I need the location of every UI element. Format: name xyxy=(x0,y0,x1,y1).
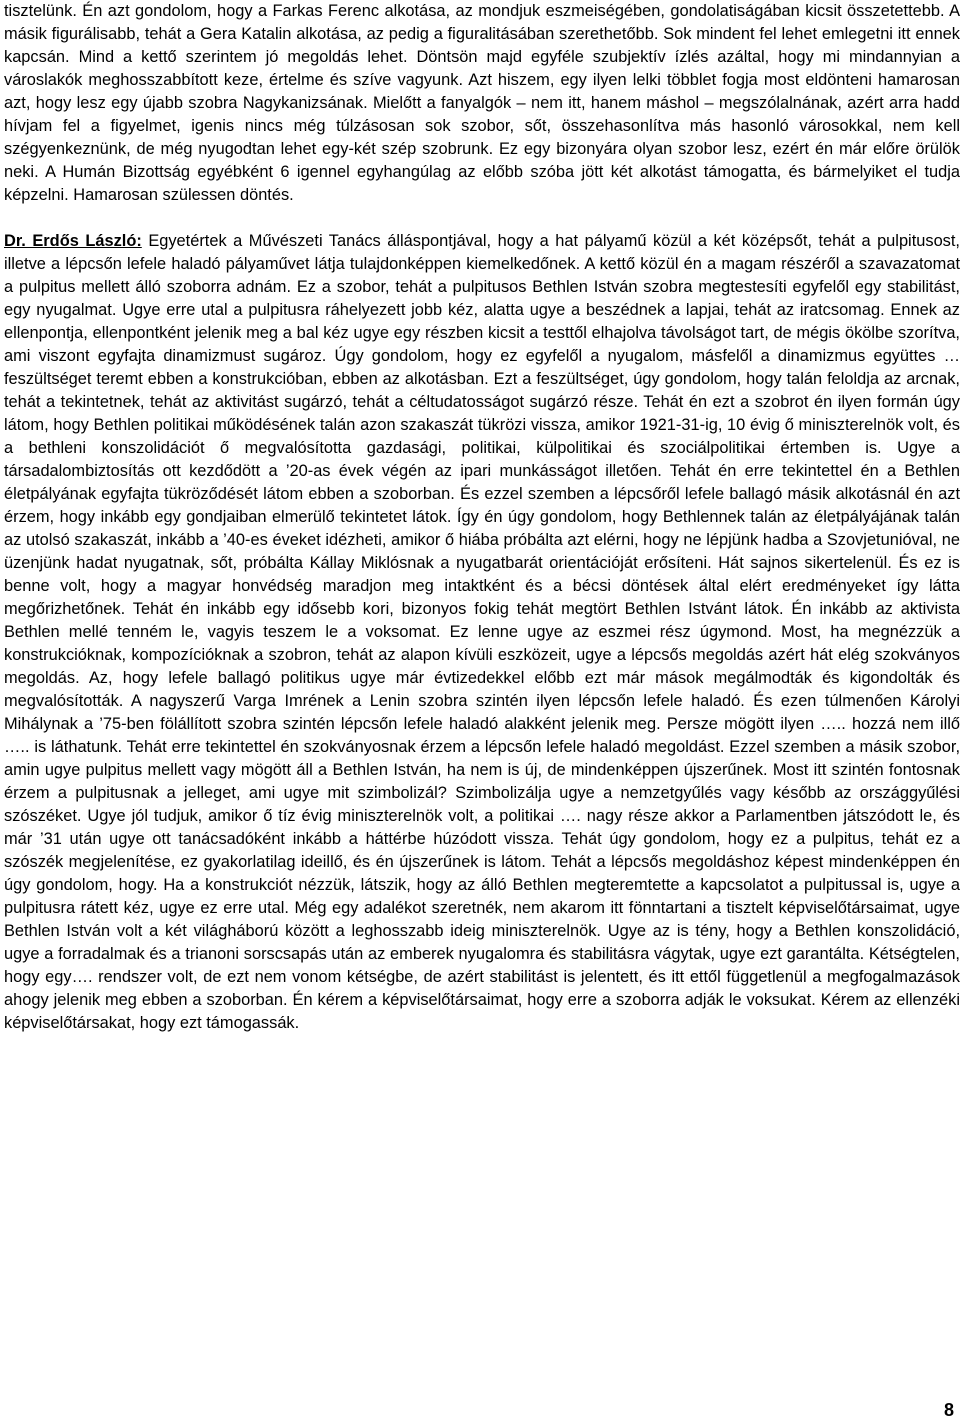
speaker-name: Dr. Erdős László: xyxy=(4,232,142,250)
paragraph-1-text: tisztelünk. Én azt gondolom, hogy a Farkas Ferenc alkotása, az mondjuk eszmeiségében, gondolatiságában kicsit összetettebb. A másik figurálisabb, tehát a Gera Katalin alkotása, az pedig a figuralitásában szerethetőbb. Sok mindent fel lehet emlegetni itt ennek kapcsán. Mind a kettő szerintem jó megoldás lehet. Döntsön majd egyféle szubjektív ízlés azáltal, hogy mi mindannyian a városlakók meghosszabbított keze, értelme és szíve vagyunk. Azt hiszem, egy ilyen lelki többlet fogja most eldönteni hamarosan azt, hogy lesz egy újabb szobra Nagykanizsának. Mielőtt a fanyalgók – nem itt, hanem máshol – megszólalnának, azért arra hadd hívjam fel a figyelmet, igenis nincs még túlzásosan sok szobor, sőt, összehasonlítva más hasonló városokkal, nem kell szégyenkeznünk, de még nyugodtan lehet egy-két szép szobrunk. Ez egy bizonyára olyan szobor lesz, ezért én már előre örülök neki. A Humán Bizottság egyébként 6 igennel egyhangúlag az előbb szóba jött két alkotást támogatta, és bármelyiket el tudja képzelni. Hamarosan szülessen döntés. xyxy=(4,2,960,204)
paragraph-2 xyxy=(4,230,960,1035)
page-number: 8 xyxy=(943,1400,954,1420)
paragraph-2-text: Egyetértek a Művészeti Tanács álláspontjával, hogy a hat pályamű közül a két középsőt, tehát a pulpitusost, illetve a lépcsőn lefele haladó pályaművet látja tulajdonképpen kiemelkedőnek. A kettő közül én a magam részéről a szavazatomat a pulpitus mellett álló szoborra adnám. Ez a szobor, tehát a pulpitusos Bethlen István szobra megtestesíti egyfelől egy stabilitást, egy nyugalmat. Ugye erre utal a pulpitusra ráhelyezett jobb kéz, alatta ugye a beszédnek a lapjai, tehát az iratcsomag. Ennek az ellenpontja, ellenpontként jelenik meg a bal kéz ugye egy részben kicsit a testtől elhajolva távolságot tart, de mégis ökölbe szorítva, ami viszont egyfajta dinamizmust sugároz. Úgy gondolom, hogy ez egyfelől a nyugalom, másfelől a dinamizmus együttes … feszültséget teremt ebben a konstrukcióban, ebben az alkotásban. Ezt a feszültséget, úgy gondolom, hogy talán feloldja az arcnak, tehát a tekintetnek, tehát az aktivitást sugárzó, tehát a céltudatosságot sugárzó része. Tehát én ezt a szobrot én ilyen formán úgy látom, hogy Bethlen politikai működésének talán azon szakaszát tükrözi vissza, amikor 1921-31-ig, 10 évig ő miniszterelnök volt, és a bethleni konszolidációt ő megvalósította gazdasági, politikai, külpolitikai és szociálpolitikai értemben is. Ugye a társadalombiztosítás ott kezdődött a ’20-as évek végén az ipari munkásságot illetően. Tehát én erre tekintettel én a Bethlen életpályának egyfajta tükröződését látom ebben a szoborban. És ezzel szemben a lépcsőről lefele ballagó másik alkotásnál én azt érzem, hogy inkább egy gondjaiban elmerülő tekintetet látok. Így én úgy gondolom, hogy Bethlennek talán az életpályájának talán az utolsó szakaszát, inkább a ’40-es éveket idézheti, amikor ő hiába próbálta azt elérni, hogy ne lépjünk hadba a Szovjetunióval, ne üzenjünk hadat nyugatnak, sőt, próbálta Kállay Miklósnak a nyugatbarát orientációját erősíteni. Hát sajnos sikertelenül. És ez is benne volt, hogy a magyar honvédség maradjon meg intaktként és a bécsi döntések által elért eredményeket így látta megőrizhetőnek. Tehát én inkább egy idősebb kori, bizonyos fokig tehát megtört Bethlen Istvánt látok. Én inkább az aktivista Bethlen mellé tenném le, vagyis teszem le a voksomat. Ez lenne ugye az eszmei rész úgymond. Most, ha megnézzük a konstrukcióknak, kompozícióknak a szobron, tehát az alapon kívüli eszközeit, ugye a lépcsős megoldás azért hát elég szokványos megoldás. Az, hogy lefele ballagó politikus ugye már évtizedekkel előbb ezt már mások megálmodták és kigondolták és megvalósították. A nagyszerű Varga Imrének a Lenin szobra szintén ilyen lépcsőn lefele haladó. És ezen túlmenően Károlyi Mihálynak a ’75-ben fölállított szobra szintén lépcsőn lefele haladó alakként jelenik meg. Persze mögött ilyen ….. hozzá nem illő ….. is láthatunk. Tehát erre tekintettel én szokványosnak érzem a lépcsőn lefele haladó megoldást. Ezzel szemben a másik szobor, amin ugye pulpitus mellett vagy mögött áll a Bethlen István, ha nem is új, de mindenképpen újszerűnek. Most itt szintén fontosnak érzem a pulpitusnak a jelleget, ami ugye mit szimbolizál? Szimbolizálja ugye a nemzetgyűlés vagy később az országgyűlési szószéket. Ugye jól tudjuk, amikor ő tíz évig miniszterelnök volt, a politikai …. nagy része akkor a Parlamentben játszódott le, és már ’31 után ugye ott tanácsadóként inkább a háttérbe húzódott vissza. Tehát úgy gondolom, hogy ez a pulpitus, tehát ez a szószék megjelenítése, ez gyakorlatilag ideillő, és én újszerűnek is látom. Tehát a lépcsős megoldáshoz képest mindenképpen én úgy gondolom, hogy. Ha a konstrukciót nézzük, látszik, hogy az álló Bethlen megteremtette a kapcsolatot a pulpitussal is, ugye a pulpitusra rátett kéz, ugye ez erre utal. Még egy adalékot szeretnék, nem akarom itt fönntartani a tisztelt képviselőtársaimat, ugye Bethlen István volt a két világháború között a leghosszabb ideig miniszterelnök. Ugye az is tény, hogy a Bethlen konszolidáció, ugye a forradalmak és a trianoni sorscsapás után az emberek nyugalomra és stabilitásra vágytak, ugye ezt garantálta. Kétségtelen, hogy egy…. rendszer volt, de ezt nem vonom kétségbe, de azért stabilitást is jelentett, és itt ettől függetlenül a megfogalmazások ahogy jelenik meg ebben a szoborban. Én kérem a képviselőtársaimat, hogy erre a szoborra adják le voksukat. Kérem az ellenzéki képviselőtársakat, hogy ezt támogassák. xyxy=(4,232,960,1032)
paragraph-1 xyxy=(4,0,960,207)
document-page xyxy=(4,0,960,1035)
